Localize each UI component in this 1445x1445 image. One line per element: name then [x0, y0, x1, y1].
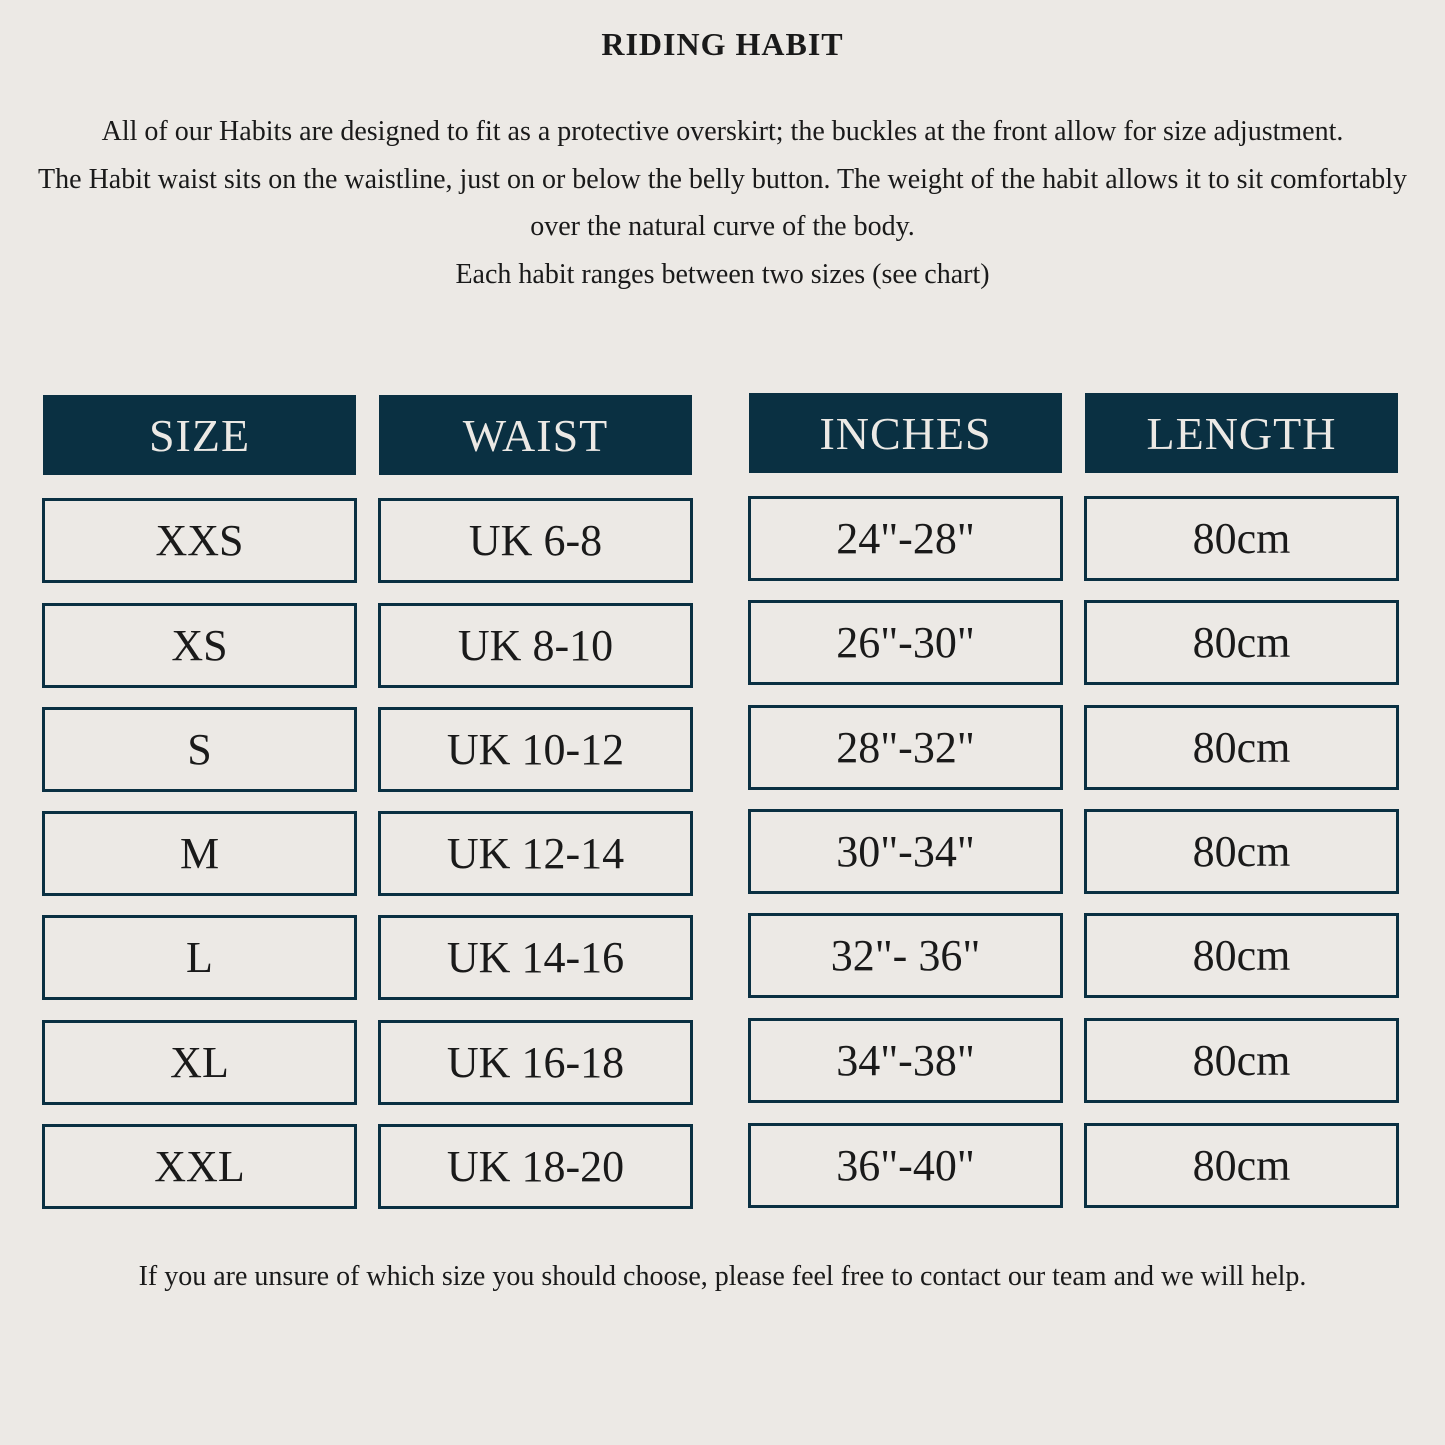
intro-paragraph: All of our Habits are designed to fit as a protective overskirt; the buckles at the front allow for size adjustment.	[101, 116, 1344, 147]
table-cell: XXS	[42, 498, 357, 583]
table-cell: 80cm	[1084, 600, 1399, 685]
table-cell: UK 14-16	[378, 915, 693, 1000]
intro-paragraph: The Habit waist sits on the waistline, just on or below the belly button. The weight of the habit allows it to sit comfortably over the natural curve of the body.	[38, 163, 1407, 242]
column-header: LENGTH	[1085, 393, 1398, 473]
table-cell: 80cm	[1084, 1018, 1399, 1103]
table-cell: 30"-34"	[748, 809, 1063, 894]
footer-note: If you are unsure of which size you should choose, please feel free to contact our team and we will help.	[138, 1261, 1307, 1292]
table-cell: 80cm	[1084, 913, 1399, 998]
table-cell: 26"-30"	[748, 600, 1063, 685]
table-cell: 80cm	[1084, 809, 1399, 894]
table-cell: M	[42, 811, 357, 896]
table-cell: UK 8-10	[378, 603, 693, 688]
table-cell: 32"- 36"	[748, 913, 1063, 998]
table-cell: UK 6-8	[378, 498, 693, 583]
table-cell: 28"-32"	[748, 705, 1063, 790]
page-title: RIDING HABIT	[601, 26, 844, 62]
table-cell: 80cm	[1084, 1123, 1399, 1208]
intro-paragraph: Each habit ranges between two sizes (see chart)	[455, 258, 990, 290]
intro-text	[20, 108, 1425, 298]
table-cell: 34"-38"	[748, 1018, 1063, 1103]
column-header: INCHES	[749, 393, 1062, 473]
column-header: SIZE	[43, 395, 356, 475]
table-cell: UK 18-20	[378, 1124, 693, 1209]
table-cell: XL	[42, 1020, 357, 1105]
table-cell: 80cm	[1084, 496, 1399, 581]
table-cell: XS	[42, 603, 357, 688]
table-cell: 36"-40"	[748, 1123, 1063, 1208]
table-cell: S	[42, 707, 357, 792]
table-cell: UK 12-14	[378, 811, 693, 896]
table-cell: UK 10-12	[378, 707, 693, 792]
column-header: WAIST	[379, 395, 692, 475]
table-cell: 80cm	[1084, 705, 1399, 790]
table-cell: 24"-28"	[748, 496, 1063, 581]
table-cell: L	[42, 915, 357, 1000]
table-cell: UK 16-18	[378, 1020, 693, 1105]
table-cell: XXL	[42, 1124, 357, 1209]
